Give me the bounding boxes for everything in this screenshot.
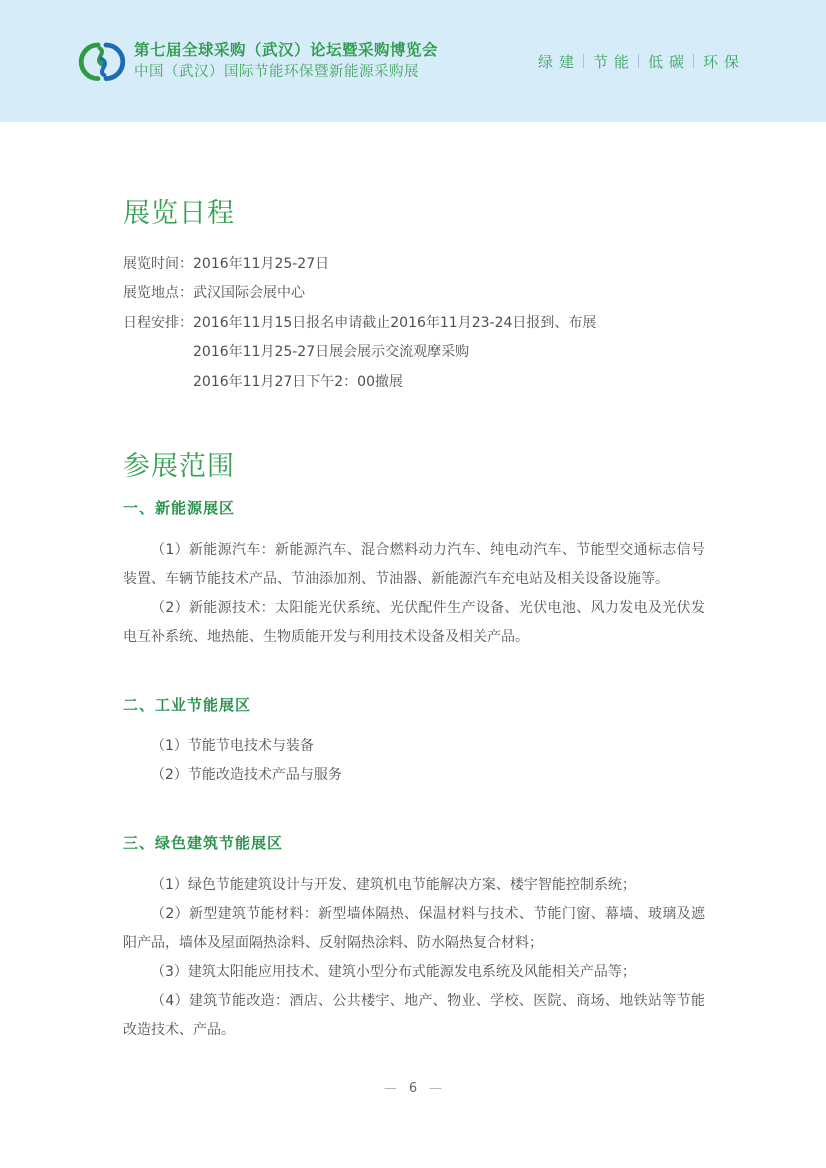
header-band xyxy=(0,0,826,122)
page-number: 6 xyxy=(408,1081,418,1096)
schedule-value: 2016年11月27日下午2：00撤展 xyxy=(193,373,403,390)
footer-dash-left: — xyxy=(383,1081,397,1096)
group-heading: 二、工业节能展区 xyxy=(123,695,252,714)
schedule-label: 展览时间： xyxy=(123,255,193,272)
nav-divider xyxy=(638,54,639,68)
schedule-label: 日程安排： xyxy=(123,314,193,331)
group-heading: 一、新能源展区 xyxy=(123,499,236,517)
schedule-row-time xyxy=(123,250,705,280)
nav-item-green-building: 绿建 xyxy=(537,52,580,71)
expo-logo-icon xyxy=(78,39,126,83)
group-paragraph: （2）新能源技术：太阳能光伏系统、光伏配件生产设备、光伏电池、风力发电及光伏发电互补系统、地热能、生物质能开发与利用技术设备及相关产品。 xyxy=(123,599,705,645)
schedule-row-agenda-cont xyxy=(123,338,705,368)
brand-subtitle: 中国（武汉）国际节能环保暨新能源采购展 xyxy=(134,63,419,80)
brand-title: 第七届全球采购（武汉）论坛暨采购博览会 xyxy=(134,41,439,60)
scope-group-green-building xyxy=(123,834,705,1045)
schedule-label: 展览地点： xyxy=(123,285,193,302)
brand xyxy=(78,39,438,83)
nav-item-energy-saving: 节能 xyxy=(592,52,635,71)
scope-section-title: 参展范围 xyxy=(123,451,235,483)
group-paragraph: （1）节能节电技术与装备 xyxy=(151,738,314,754)
group-paragraph: （2）新型建筑节能材料：新型墙体隔热、保温材料与技术、节能门窗、幕墙、玻璃及遮阳产品，墙体及屋面隔热涂料、反射隔热涂料、防水隔热复合材料； xyxy=(123,905,705,951)
scope-group-new-energy xyxy=(123,499,705,652)
schedule-row-place xyxy=(123,279,705,309)
schedule-block xyxy=(123,250,705,398)
schedule-section-title: 展览日程 xyxy=(123,198,235,229)
group-paragraph: （1）新能源汽车：新能源汽车、混合燃料动力汽车、纯电动汽车、节能型交通标志信号装置、车辆节能技术产品、节油添加剂、节油器、新能源汽车充电站及相关设备设施等。 xyxy=(123,541,705,587)
group-paragraph: （3）建筑太阳能应用技术、建筑小型分布式能源发电系统及风能相关产品等； xyxy=(151,963,636,980)
nav-item-low-carbon: 低碳 xyxy=(647,52,690,71)
nav-item-eco-friendly: 环保 xyxy=(702,52,745,71)
scope-group-industrial xyxy=(123,696,705,791)
schedule-value: 2016年11月15日报名申请截止2016年11月23-24日报到、布展 xyxy=(193,314,597,331)
group-paragraph: （1）绿色节能建筑设计与开发、建筑机电节能解决方案、楼宇智能控制系统； xyxy=(151,876,636,893)
schedule-row-agenda xyxy=(123,309,705,339)
nav-divider xyxy=(583,54,584,68)
schedule-value: 2016年11月25-27日展会展示交流观摩采购 xyxy=(193,344,470,361)
header-nav xyxy=(538,51,745,72)
group-paragraph: （2）节能改造技术产品与服务 xyxy=(151,767,342,783)
footer-dash-right: — xyxy=(429,1081,443,1096)
group-paragraph: （4）建筑节能改造：酒店、公共楼宇、地产、物业、学校、医院、商场、地铁站等节能改造技术、产品。 xyxy=(123,992,705,1038)
schedule-value: 2016年11月25-27日 xyxy=(193,255,330,272)
group-heading: 三、绿色建筑节能展区 xyxy=(123,834,284,852)
page-footer xyxy=(0,1081,826,1096)
schedule-row-agenda-cont xyxy=(123,368,705,398)
brand-text xyxy=(134,41,438,81)
schedule-value: 武汉国际会展中心 xyxy=(193,285,305,302)
nav-divider xyxy=(693,54,694,68)
main-content xyxy=(0,122,826,1045)
